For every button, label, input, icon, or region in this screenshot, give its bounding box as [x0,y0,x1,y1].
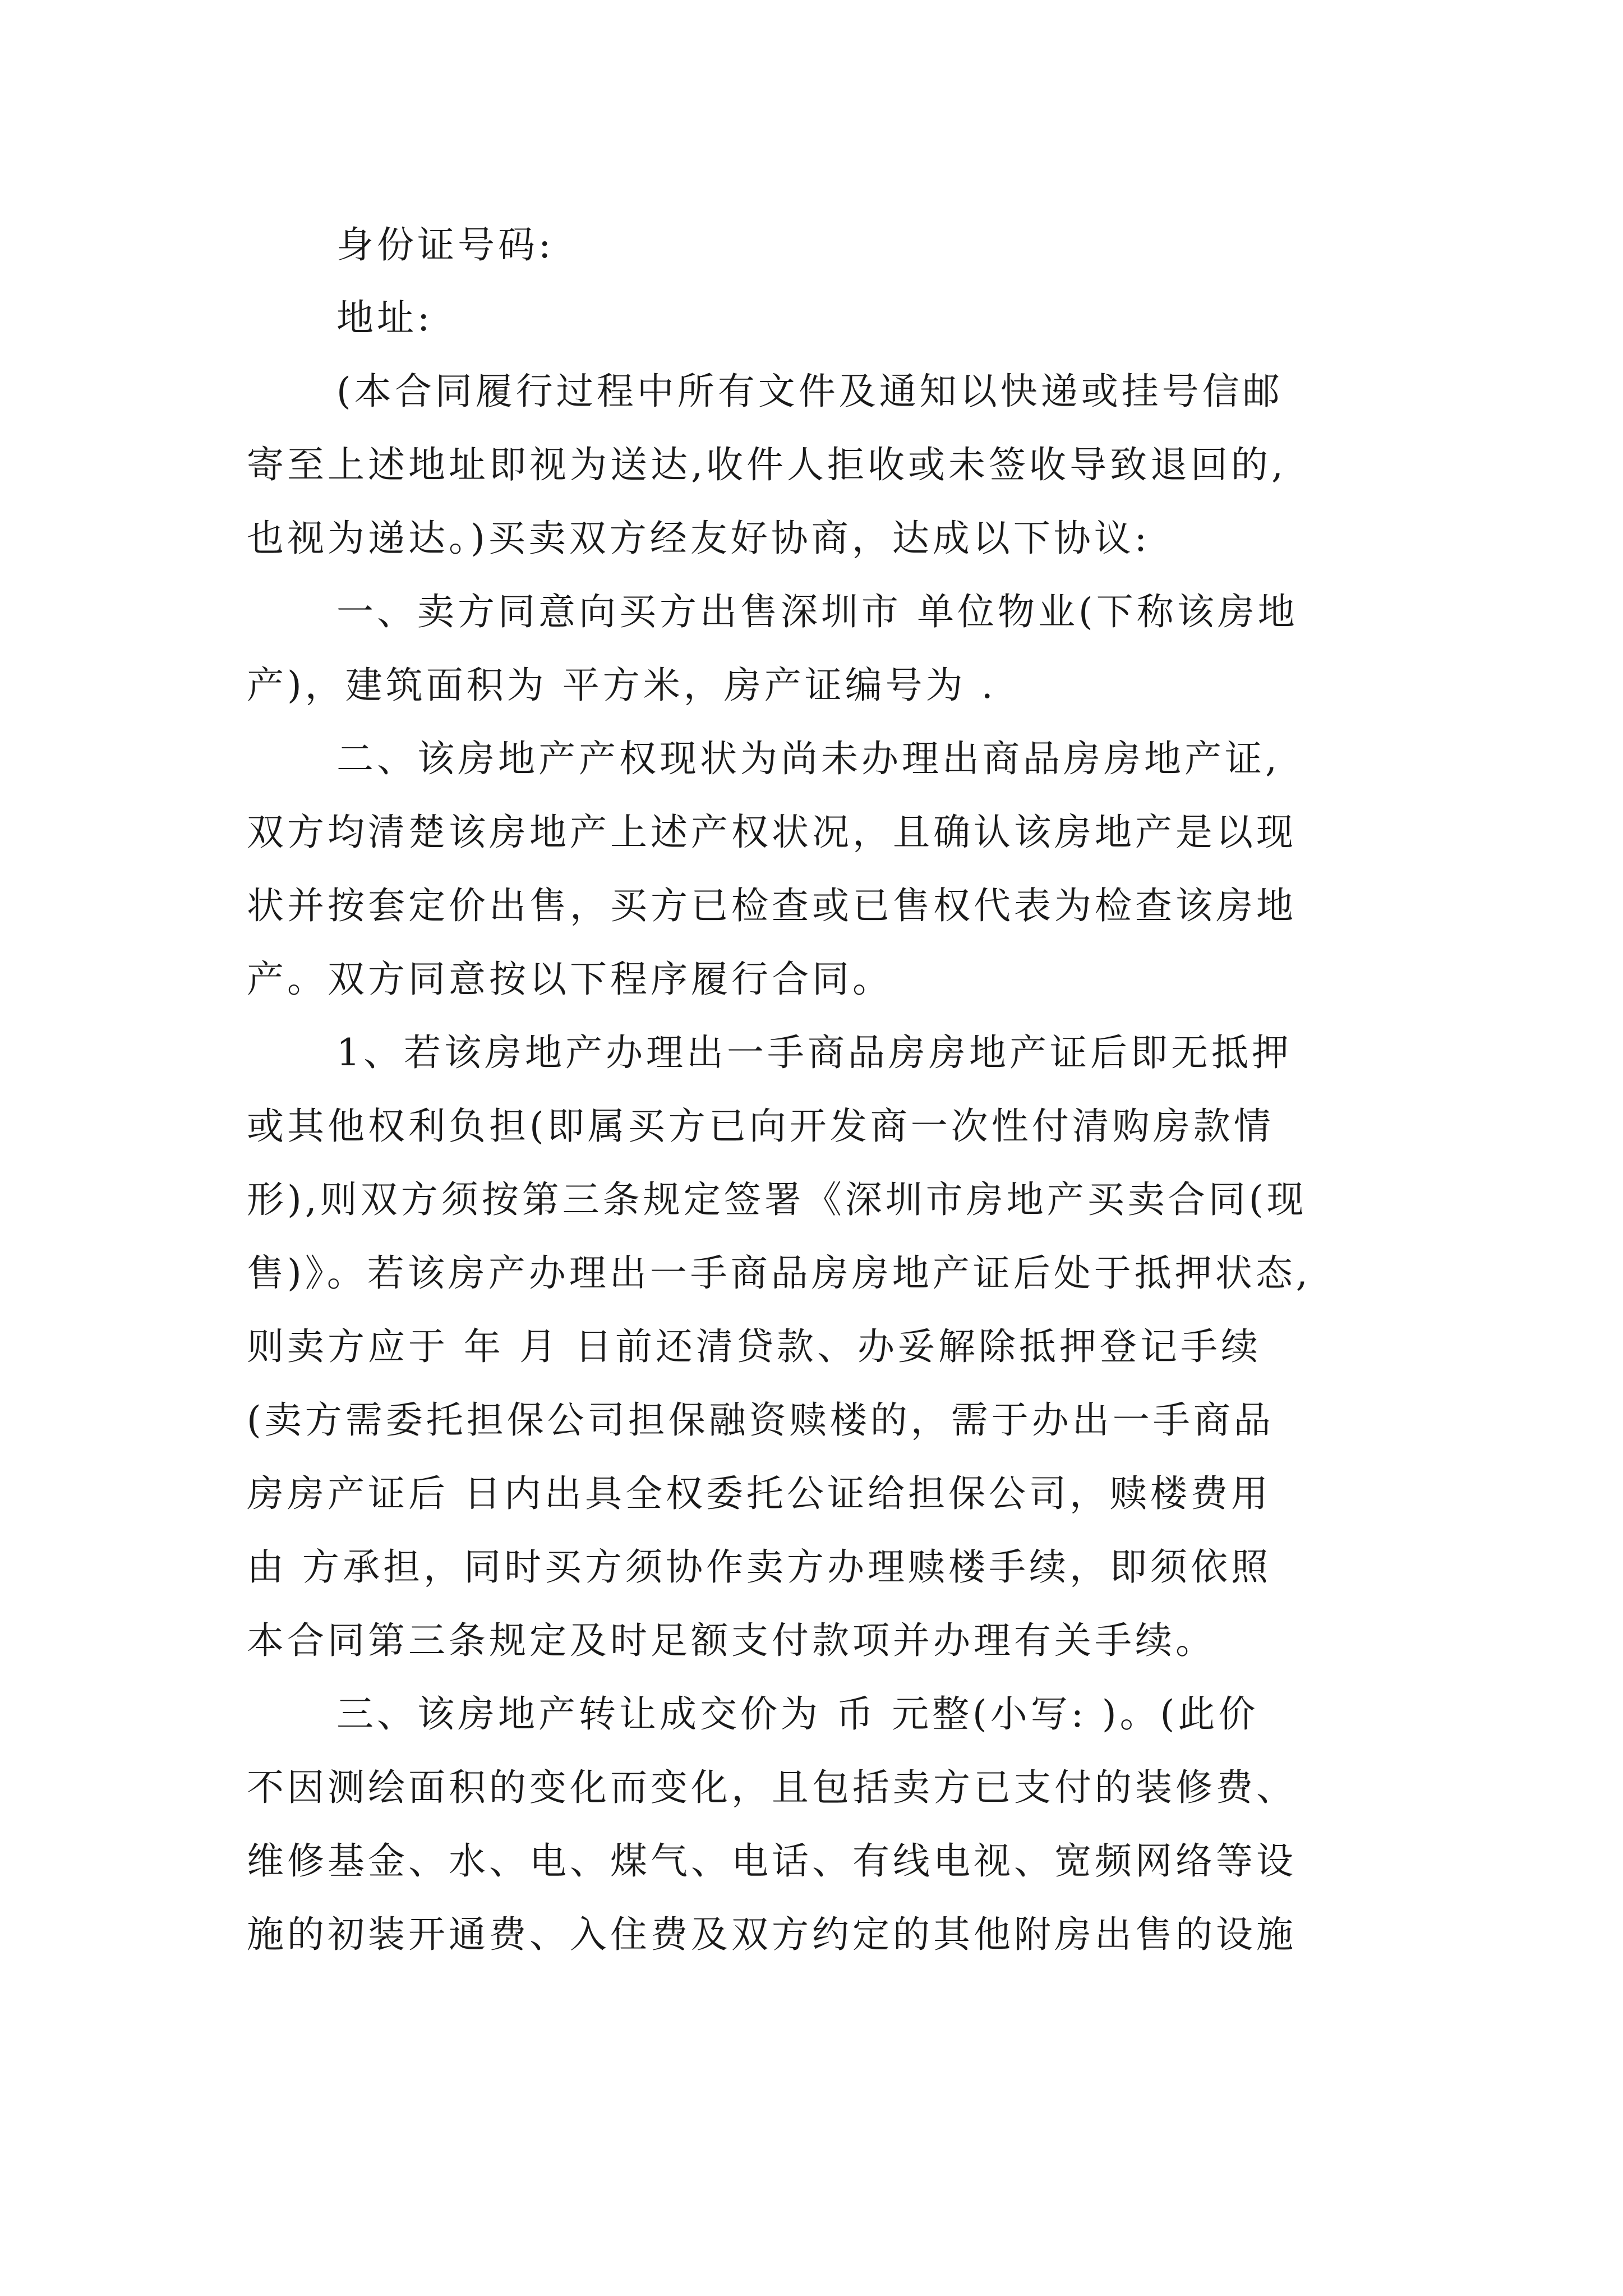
text-line: (卖方需委托担保公司担保融资赎楼的，需于办出一手商品 [247,1398,1274,1442]
text-line: 一、卖方同意向买方出售深圳市 单位物业(下称该房地 [336,590,1298,633]
text-line: 本合同第三条规定及时足额支付款项并办理有关手续。 [247,1619,1216,1662]
text-line: 维修基金、水、电、煤气、电话、有线电视、宽频网络等设 [247,1839,1297,1883]
text-line: 1、若该房地产办理出一手商品房房地产证后即无抵押 [336,1031,1292,1074]
text-line: 由 方承担，同时买方须协作卖方办理赎楼手续，即须依照 [247,1545,1271,1589]
text-line: 三、该房地产转让成交价为 币 元整(小写: )。(此价 [336,1692,1259,1736]
text-line: 双方均清楚该房地产上述产权状况，且确认该房地产是以现 [247,811,1297,854]
text-line: 房房产证后 日内出具全权委托公证给担保公司，赎楼费用 [247,1472,1271,1515]
text-line: 形),则双方须按第三条规定签署《深圳市房地产买卖合同(现 [247,1178,1307,1221]
text-line: 或其他权利负担(即属买方已向开发商一次性付清购房款情 [247,1105,1274,1148]
text-line: (本合同履行过程中所有文件及通知以快递或挂号信邮 [336,370,1283,413]
text-line: 产)，建筑面积为 平方米，房产证编号为 . [247,664,997,707]
text-line: 也视为递达。)买卖双方经友好协商，达成以下协议: [247,517,1150,560]
text-line: 二、该房地产产权现状为尚未办理出商品房房地产证, [336,737,1280,780]
text-line: 施的初装开通费、入住费及双方约定的其他附房出售的设施 [247,1913,1297,1956]
text-line: 则卖方应于 年 月 日前还清贷款、办妥解除抵押登记手续 [247,1325,1261,1368]
text-line: 不因测绘面积的变化而变化，且包括卖方已支付的装修费、 [247,1766,1297,1809]
text-line: 地址: [336,296,434,339]
text-line: 产。双方同意按以下程序履行合同。 [247,958,893,1001]
text-line: 售)》。若该房产办理出一手商品房房地产证后处于抵押状态, [247,1251,1311,1295]
text-line: 状并按套定价出售，买方已检查或已售权代表为检查该房地 [247,884,1297,927]
text-line: 身份证号码: [336,223,555,266]
text-line: 寄至上述地址即视为送达,收件人拒收或未签收导致退回的, [247,443,1287,486]
